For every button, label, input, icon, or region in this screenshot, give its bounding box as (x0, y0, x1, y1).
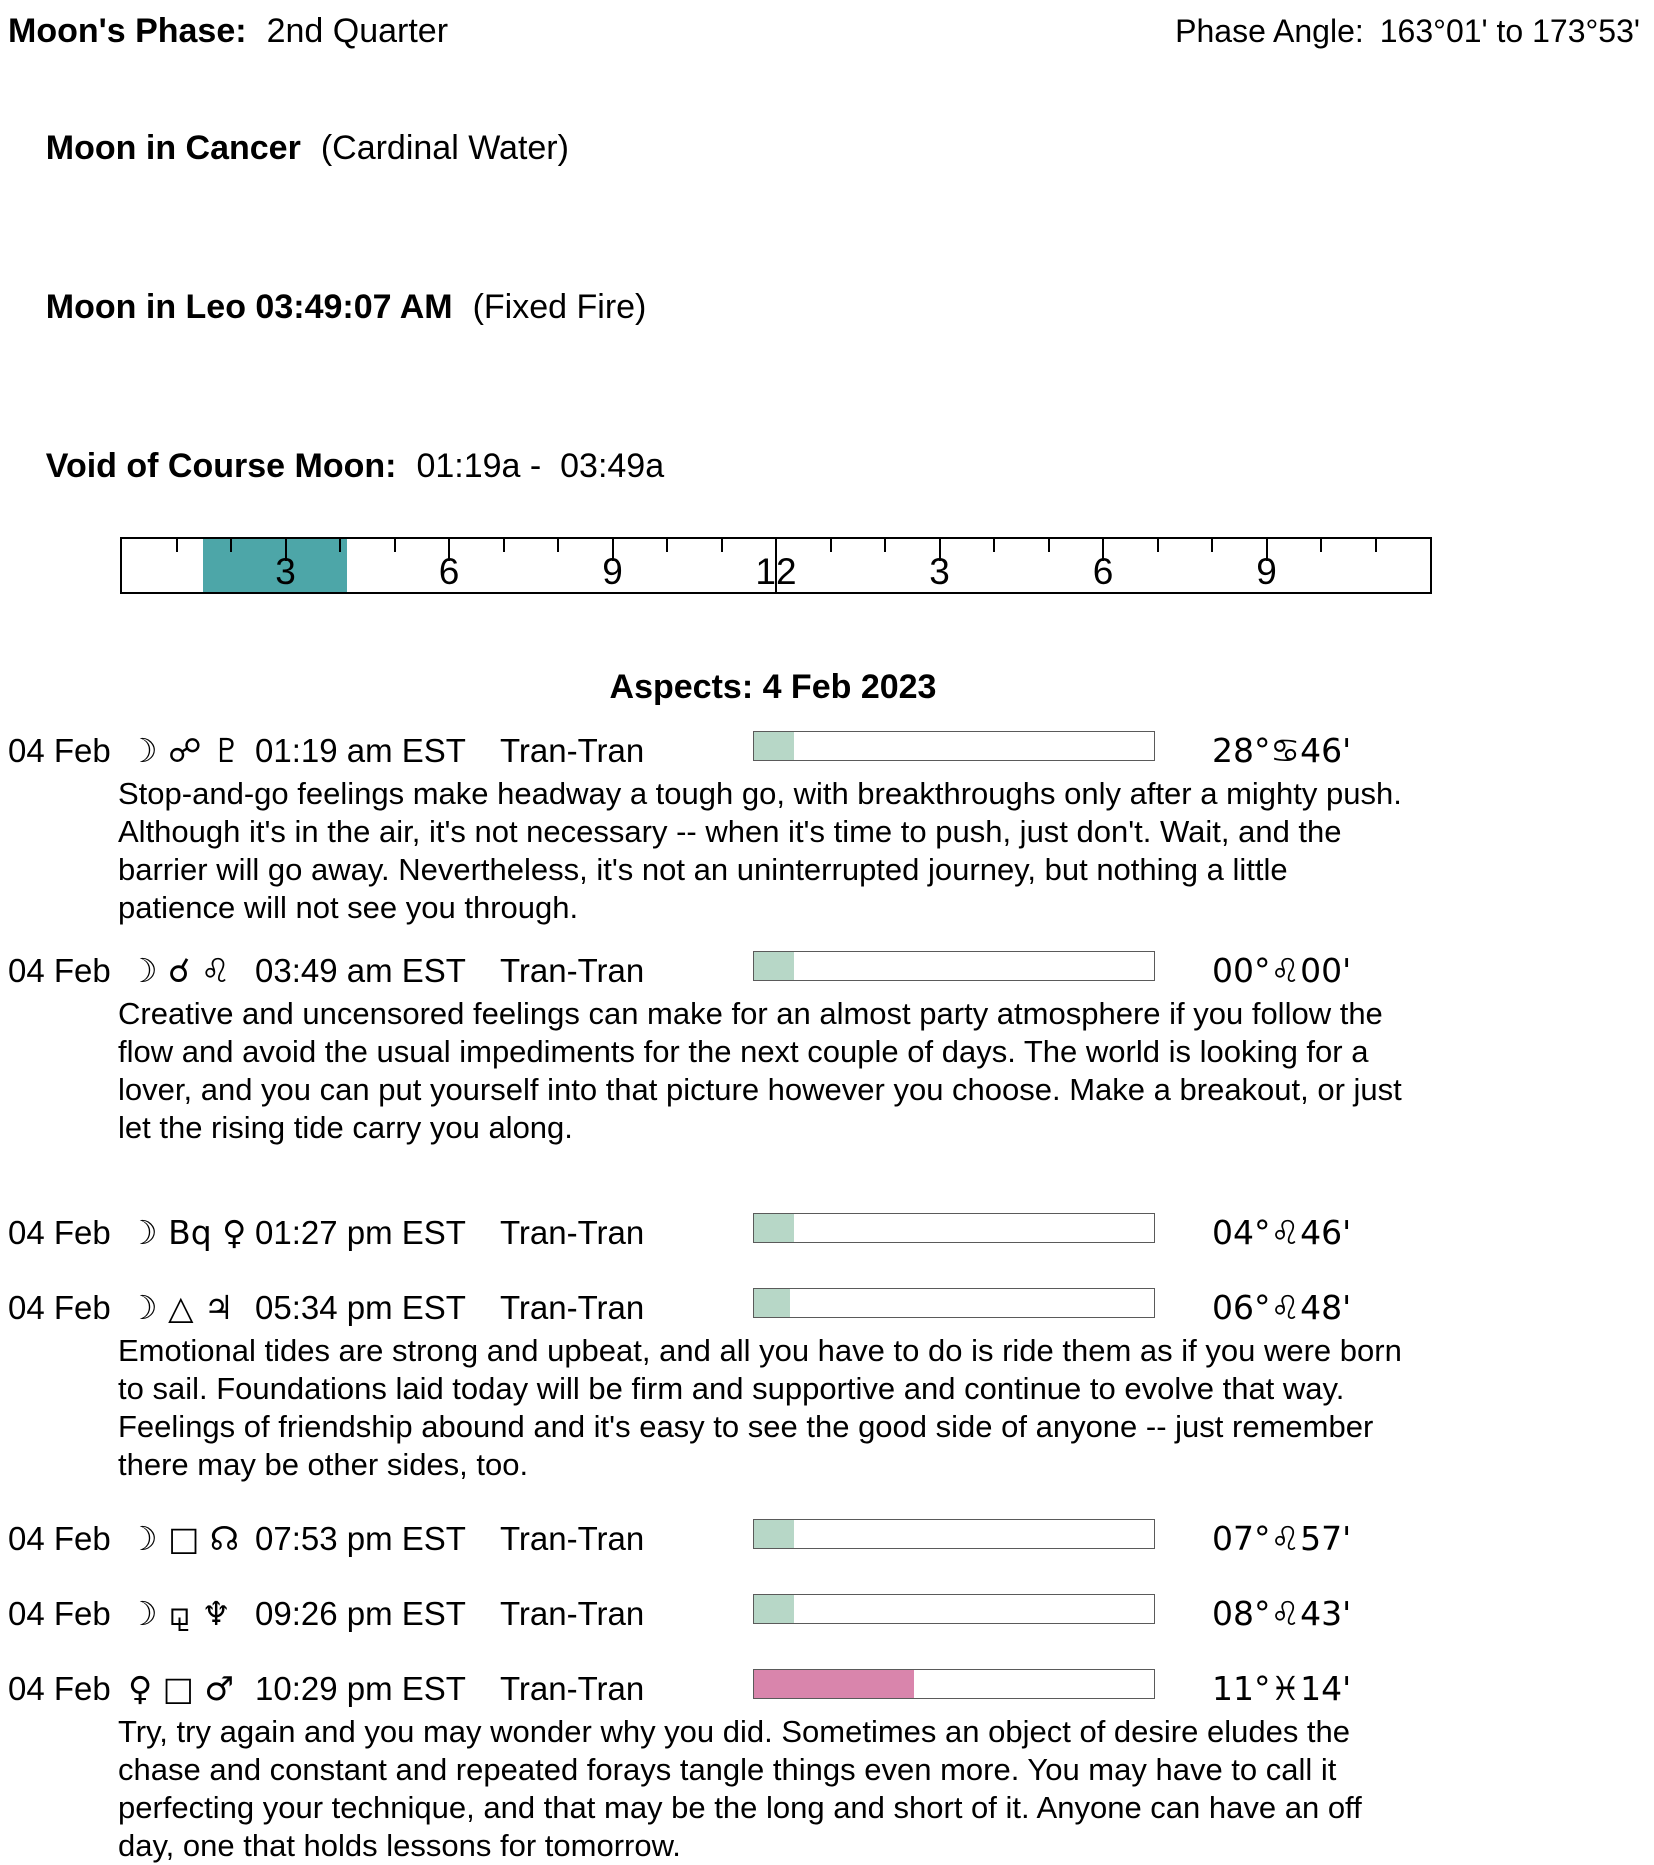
ruler-hour-label: 12 (755, 551, 797, 592)
ruler-hour-label: 3 (275, 551, 296, 592)
aspect-time: 05:34 pm EST (255, 1289, 466, 1326)
orb-progress-fill (754, 1595, 794, 1623)
aspect-date: 04 Feb (8, 1289, 111, 1326)
aspect-row (0, 1669, 1546, 1709)
aspect-type: Tran-Tran (500, 1520, 645, 1557)
aspect-row (0, 951, 1546, 991)
venus-square-mars-glyphs: ♀ □ ♂ (128, 1669, 234, 1708)
ruler-hour-tick (666, 539, 668, 552)
moons-phase-value: 2nd Quarter (266, 12, 449, 50)
orb-progress-fill (754, 732, 794, 760)
ruler-hour-tick (1375, 539, 1377, 552)
moon-ingress-label: Moon in Leo 03:49:07 AM (45, 288, 453, 326)
orb-progress-fill (754, 1214, 794, 1242)
aspect-time: 01:19 am EST (255, 732, 466, 769)
ruler-hour-tick (339, 539, 341, 552)
voc-label: Void of Course Moon: (45, 447, 397, 485)
moon-sign-note: (Cardinal Water) (320, 129, 569, 167)
voc-times: 01:19a - 03:49a (416, 447, 665, 485)
moon-sesquiquadrate-neptune-glyphs: ☽ ⚼ ♆ (128, 1594, 231, 1633)
moons-phase-label: Moon's Phase: (8, 12, 247, 50)
aspect-time: 09:26 pm EST (255, 1595, 466, 1632)
aspect-date: 04 Feb (8, 1214, 111, 1251)
moon-biquintile-venus-glyphs: ☽ Bq ♀ (128, 1213, 247, 1252)
aspect-type: Tran-Tran (500, 1670, 645, 1707)
ruler-hour-tick (884, 539, 886, 552)
moon-ingress-note: (Fixed Fire) (472, 288, 647, 326)
aspect-degree: 11°♓14' (1212, 1669, 1352, 1708)
moon-report-header (0, 0, 1654, 529)
voc-ruler-wrap (120, 537, 1654, 594)
orb-progress-bar (753, 1669, 1155, 1699)
orb-progress-bar (753, 1519, 1155, 1549)
aspect-time: 01:27 pm EST (255, 1214, 466, 1251)
ruler-hour-label: 3 (929, 551, 950, 592)
ruler-hour-tick (830, 539, 832, 552)
aspect-date: 04 Feb (8, 732, 111, 769)
orb-progress-bar (753, 1213, 1155, 1243)
aspect-date: 04 Feb (8, 952, 111, 989)
moons-phase-line (8, 10, 448, 52)
ruler-hour-tick (1048, 539, 1050, 552)
moon-trine-jupiter-glyphs: ☽ △ ♃ (128, 1288, 234, 1327)
aspect-date: 04 Feb (8, 1670, 111, 1707)
ruler-hour-tick (721, 539, 723, 552)
aspect-row (0, 1594, 1546, 1634)
voc-ruler (120, 537, 1432, 594)
aspect-row (0, 1288, 1546, 1328)
ruler-hour-tick (230, 539, 232, 552)
aspects-section (0, 668, 1546, 1865)
ruler-hour-tick (176, 539, 178, 552)
ruler-hour-label: 9 (602, 551, 623, 592)
ruler-hour-label: 6 (1092, 551, 1114, 592)
ruler-hour-tick (1211, 539, 1213, 552)
orb-progress-bar (753, 731, 1155, 761)
aspect-row (0, 1519, 1546, 1559)
aspect-degree: 06°♌48' (1212, 1288, 1352, 1327)
phase-angle-line (1175, 10, 1640, 52)
aspect-type: Tran-Tran (500, 732, 645, 769)
aspect-degree: 07°♌57' (1212, 1519, 1352, 1558)
moon-opposition-pluto-glyphs: ☽ ☍ ♇ (128, 731, 242, 770)
ruler-hour-tick (1320, 539, 1322, 552)
aspect-date: 04 Feb (8, 1520, 111, 1557)
aspects-title: Aspects: 4 Feb 2023 (609, 668, 937, 706)
aspect-type: Tran-Tran (500, 1595, 645, 1632)
orb-progress-bar (753, 951, 1155, 981)
aspect-time: 03:49 am EST (255, 952, 466, 989)
aspect-type: Tran-Tran (500, 1214, 645, 1251)
aspect-type: Tran-Tran (500, 1289, 645, 1326)
aspect-degree: 28°♋46' (1212, 731, 1352, 770)
orb-progress-fill (754, 1670, 914, 1698)
aspect-date: 04 Feb (8, 1595, 111, 1632)
aspect-degree: 08°♌43' (1212, 1594, 1352, 1633)
aspect-type: Tran-Tran (500, 952, 645, 989)
ruler-hour-tick (557, 539, 559, 552)
ruler-hour-label: 6 (438, 551, 460, 592)
aspect-row (0, 731, 1546, 771)
aspect-description: Emotional tides are strong and upbeat, and all you have to do is ride them as if you were born to sail. Foundations laid today will be firm and supportive and continue to evolve that way. Feelings of friendship abound and it's easy to see the good side of anyone -- just remember there may be other sides, too. (118, 1333, 1402, 1482)
orb-progress-bar (753, 1288, 1155, 1318)
aspect-description: Stop-and-go feelings make headway a tough go, with breakthroughs only after a mighty push. Although it's in the air, it's not necessary -- when it's time to push, just don't. Wait, and the barrier will go away. Nevertheless, it's not an uninterrupted journey, but nothing a little patience will not see you through. (118, 776, 1402, 925)
orb-progress-fill (754, 952, 794, 980)
aspect-degree: 00°♌00' (1212, 951, 1352, 990)
orb-progress-fill (754, 1289, 790, 1317)
aspect-description: Creative and uncensored feelings can make for an almost party atmosphere if you follow the flow and avoid the usual impediments for the next couple of days. The world is looking for a lover, and you can put yourself into that picture however you choose. Make a breakout, or just let the rising tide carry you along. (118, 996, 1402, 1145)
orb-progress-fill (754, 1520, 794, 1548)
moon-square-node-glyphs: ☽ □ ☊ (128, 1519, 240, 1558)
ruler-hour-tick (1157, 539, 1159, 552)
orb-progress-bar (753, 1594, 1155, 1624)
aspect-description: Try, try again and you may wonder why you did. Sometimes an object of desire eludes the chase and constant and repeated forays tangle things even more. You may have to call it perfecting your technique, and that may be the long and short of it. Anyone can have an off day, one that holds lessons for tomorrow. (118, 1714, 1362, 1863)
ruler-hour-label: 9 (1256, 551, 1277, 592)
phase-angle-label: Phase Angle: (1175, 13, 1364, 49)
aspect-row (0, 1213, 1546, 1253)
moon-sign-label: Moon in Cancer (45, 129, 301, 167)
ruler-hour-tick (394, 539, 396, 552)
ruler-hour-tick (503, 539, 505, 552)
aspect-degree: 04°♌46' (1212, 1213, 1352, 1252)
ruler-hour-tick (993, 539, 995, 552)
phase-angle-value: 163°01' to 173°53' (1379, 13, 1640, 49)
aspect-time: 07:53 pm EST (255, 1520, 466, 1557)
aspect-time: 10:29 pm EST (255, 1670, 466, 1707)
moon-conjunct-leo-glyphs: ☽ ☌ ♌ (128, 951, 231, 990)
